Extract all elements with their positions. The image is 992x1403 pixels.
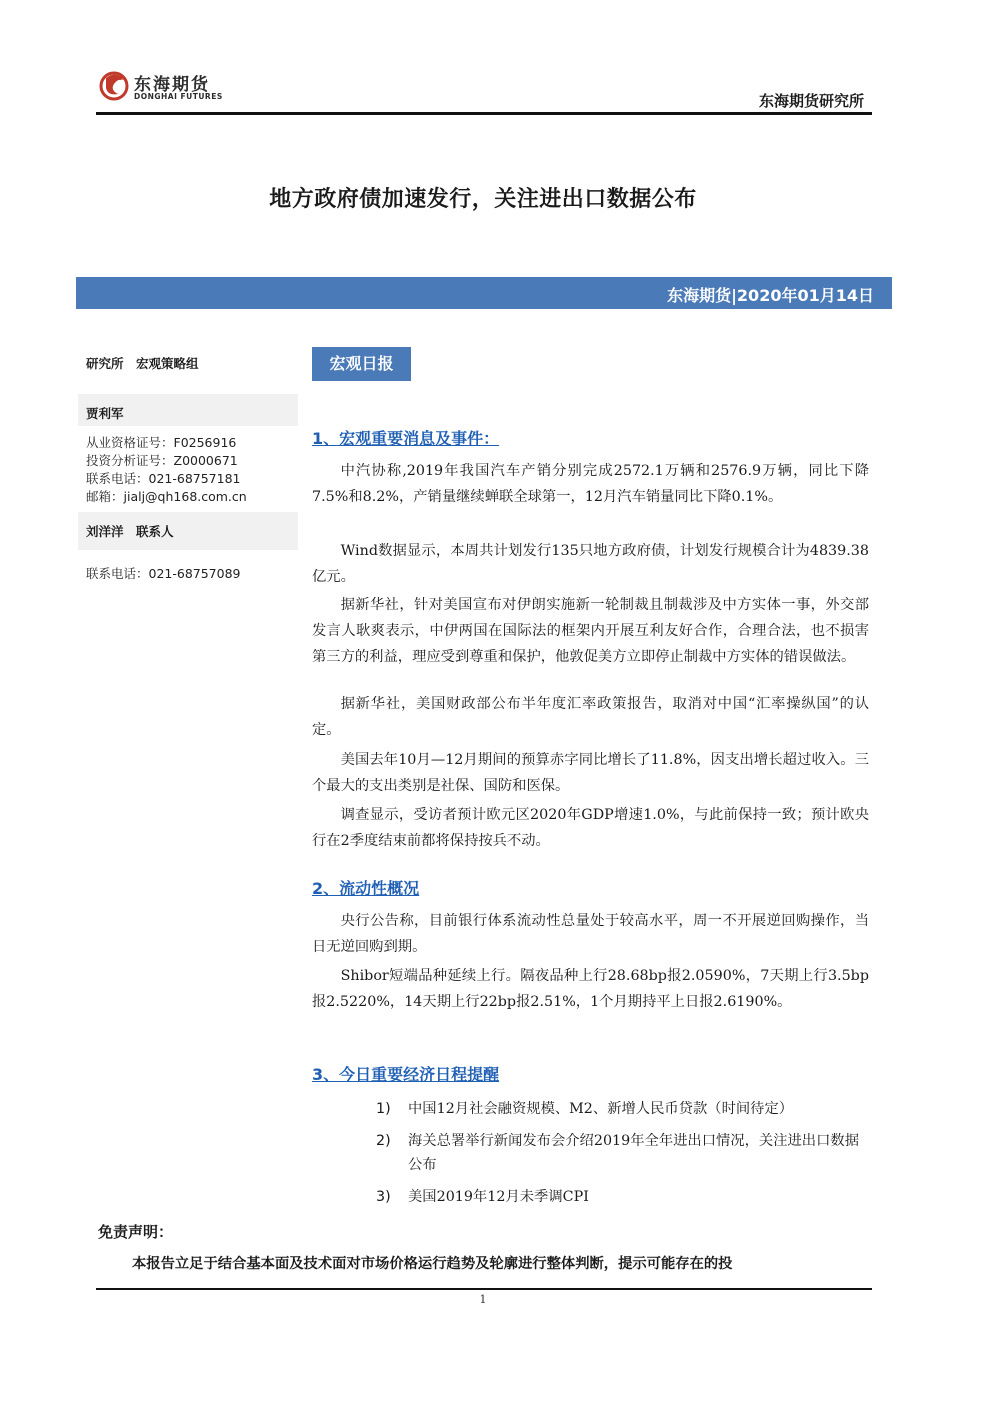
disclaimer-text: 本报告立足于结合基本面及技术面对市场价格运行趋势及轮廓进行整体判断，提示可能存在的投 [132,1256,733,1272]
list-text: 海关总署举行新闻发布会介绍2019年全年进出口情况，关注进出口数据公布 [408,1133,859,1173]
sidebar-dept [86,354,298,372]
analyst1-email[interactable]: 邮箱：jialj@qh168.com.cn [86,489,247,504]
analyst1-details [86,434,298,506]
list-item [376,1129,869,1177]
paragraph: 据新华社，针对美国宣布对伊朗实施新一轮制裁且制裁涉及中方实体一事，外交部发言人耿爽表示，中伊两国在国际法的框架内开展互利友好合作，合理合法，也不损害第三方的利益，理应受到尊重和保护，他敦促美方立即停止制裁中方实体的错误做法。 [312,597,869,665]
dept-label: 研究所 宏观策略组 [86,356,199,371]
analyst2-name: 刘洋洋 联系人 [86,524,174,539]
analyst2-name-row [78,512,298,550]
analyst1-name: 贾利军 [86,406,124,421]
list-number: 2) [376,1133,391,1149]
analyst1-qualification: 从业资格证号：F0256916 [86,435,237,450]
logo-text-cn: 东海期货 [134,75,210,95]
list-text: 中国12月社会融资规模、M2、新增人民币贷款（时间待定） [408,1101,794,1117]
dragon-logo-icon [98,68,132,104]
disclaimer-title: 免责声明： [98,1223,174,1241]
paragraph: 调查显示，受访者预计欧元区2020年GDP增速1.0%，与此前保持一致；预计欧央行在2季度结束前都将保持按兵不动。 [312,807,869,849]
paragraph: 中汽协称,2019年我国汽车产销分别完成2572.1万辆和2576.9万辆，同比下降7.5%和8.2%，产销量继续蝉联全球第一，12月汽车销量同比下降0.1%。 [312,463,869,505]
paragraph: 央行公告称，目前银行体系流动性总量处于较高水平，周一不开展逆回购操作，当日无逆回购到期。 [312,913,869,955]
paragraph: Wind数据显示，本周共计划发行135只地方政府债，计划发行规模合计为4839.38亿元。 [312,543,869,585]
analyst1-phone: 联系电话：021-68757181 [86,471,241,486]
page-number: 1 [479,1293,487,1306]
company-logo [98,68,238,108]
footer-divider [96,1288,872,1290]
analyst2-phone: 联系电话：021-68757089 [86,566,241,581]
list-text: 美国2019年12月未季调CPI [408,1189,589,1205]
list-item [376,1185,869,1209]
analyst2-details [86,565,298,583]
section-heading-news: 1、宏观重要消息及事件： [312,429,500,448]
paragraph: Shibor短端品种延续上行。隔夜品种上行28.68bp报2.0590%，7天期上行3.5bp报2.5220%，14天期上行22bp报2.51%，1个月期持平上日报2.6190%。 [312,968,869,1010]
analyst1-name-row [78,394,298,426]
list-item [376,1097,869,1121]
section-heading-schedule: 3、今日重要经济日程提醒 [312,1065,500,1084]
date-bar [76,277,892,309]
list-number: 1) [376,1101,391,1117]
section-heading-liquidity: 2、流动性概况 [312,879,420,898]
list-number: 3) [376,1189,391,1205]
report-title: 地方政府债加速发行，关注进出口数据公布 [269,187,697,212]
logo-text-en: DONGHAI FUTURES [134,92,223,101]
paragraph: 据新华社，美国财政部公布半年度汇率政策报告，取消对中国“汇率操纵国”的认定。 [312,696,869,738]
date-bar-text: 东海期货|2020年01月14日 [667,286,874,305]
institute-name: 东海期货研究所 [758,92,864,110]
analyst1-analysis-cert: 投资分析证号：Z0000671 [86,453,238,468]
report-type-label: 宏观日报 [312,347,411,381]
paragraph: 美国去年10月—12月期间的预算赤字同比增长了11.8%，因支出增长超过收入。三个最大的支出类别是社保、国防和医保。 [312,752,869,794]
header-divider [96,112,872,115]
